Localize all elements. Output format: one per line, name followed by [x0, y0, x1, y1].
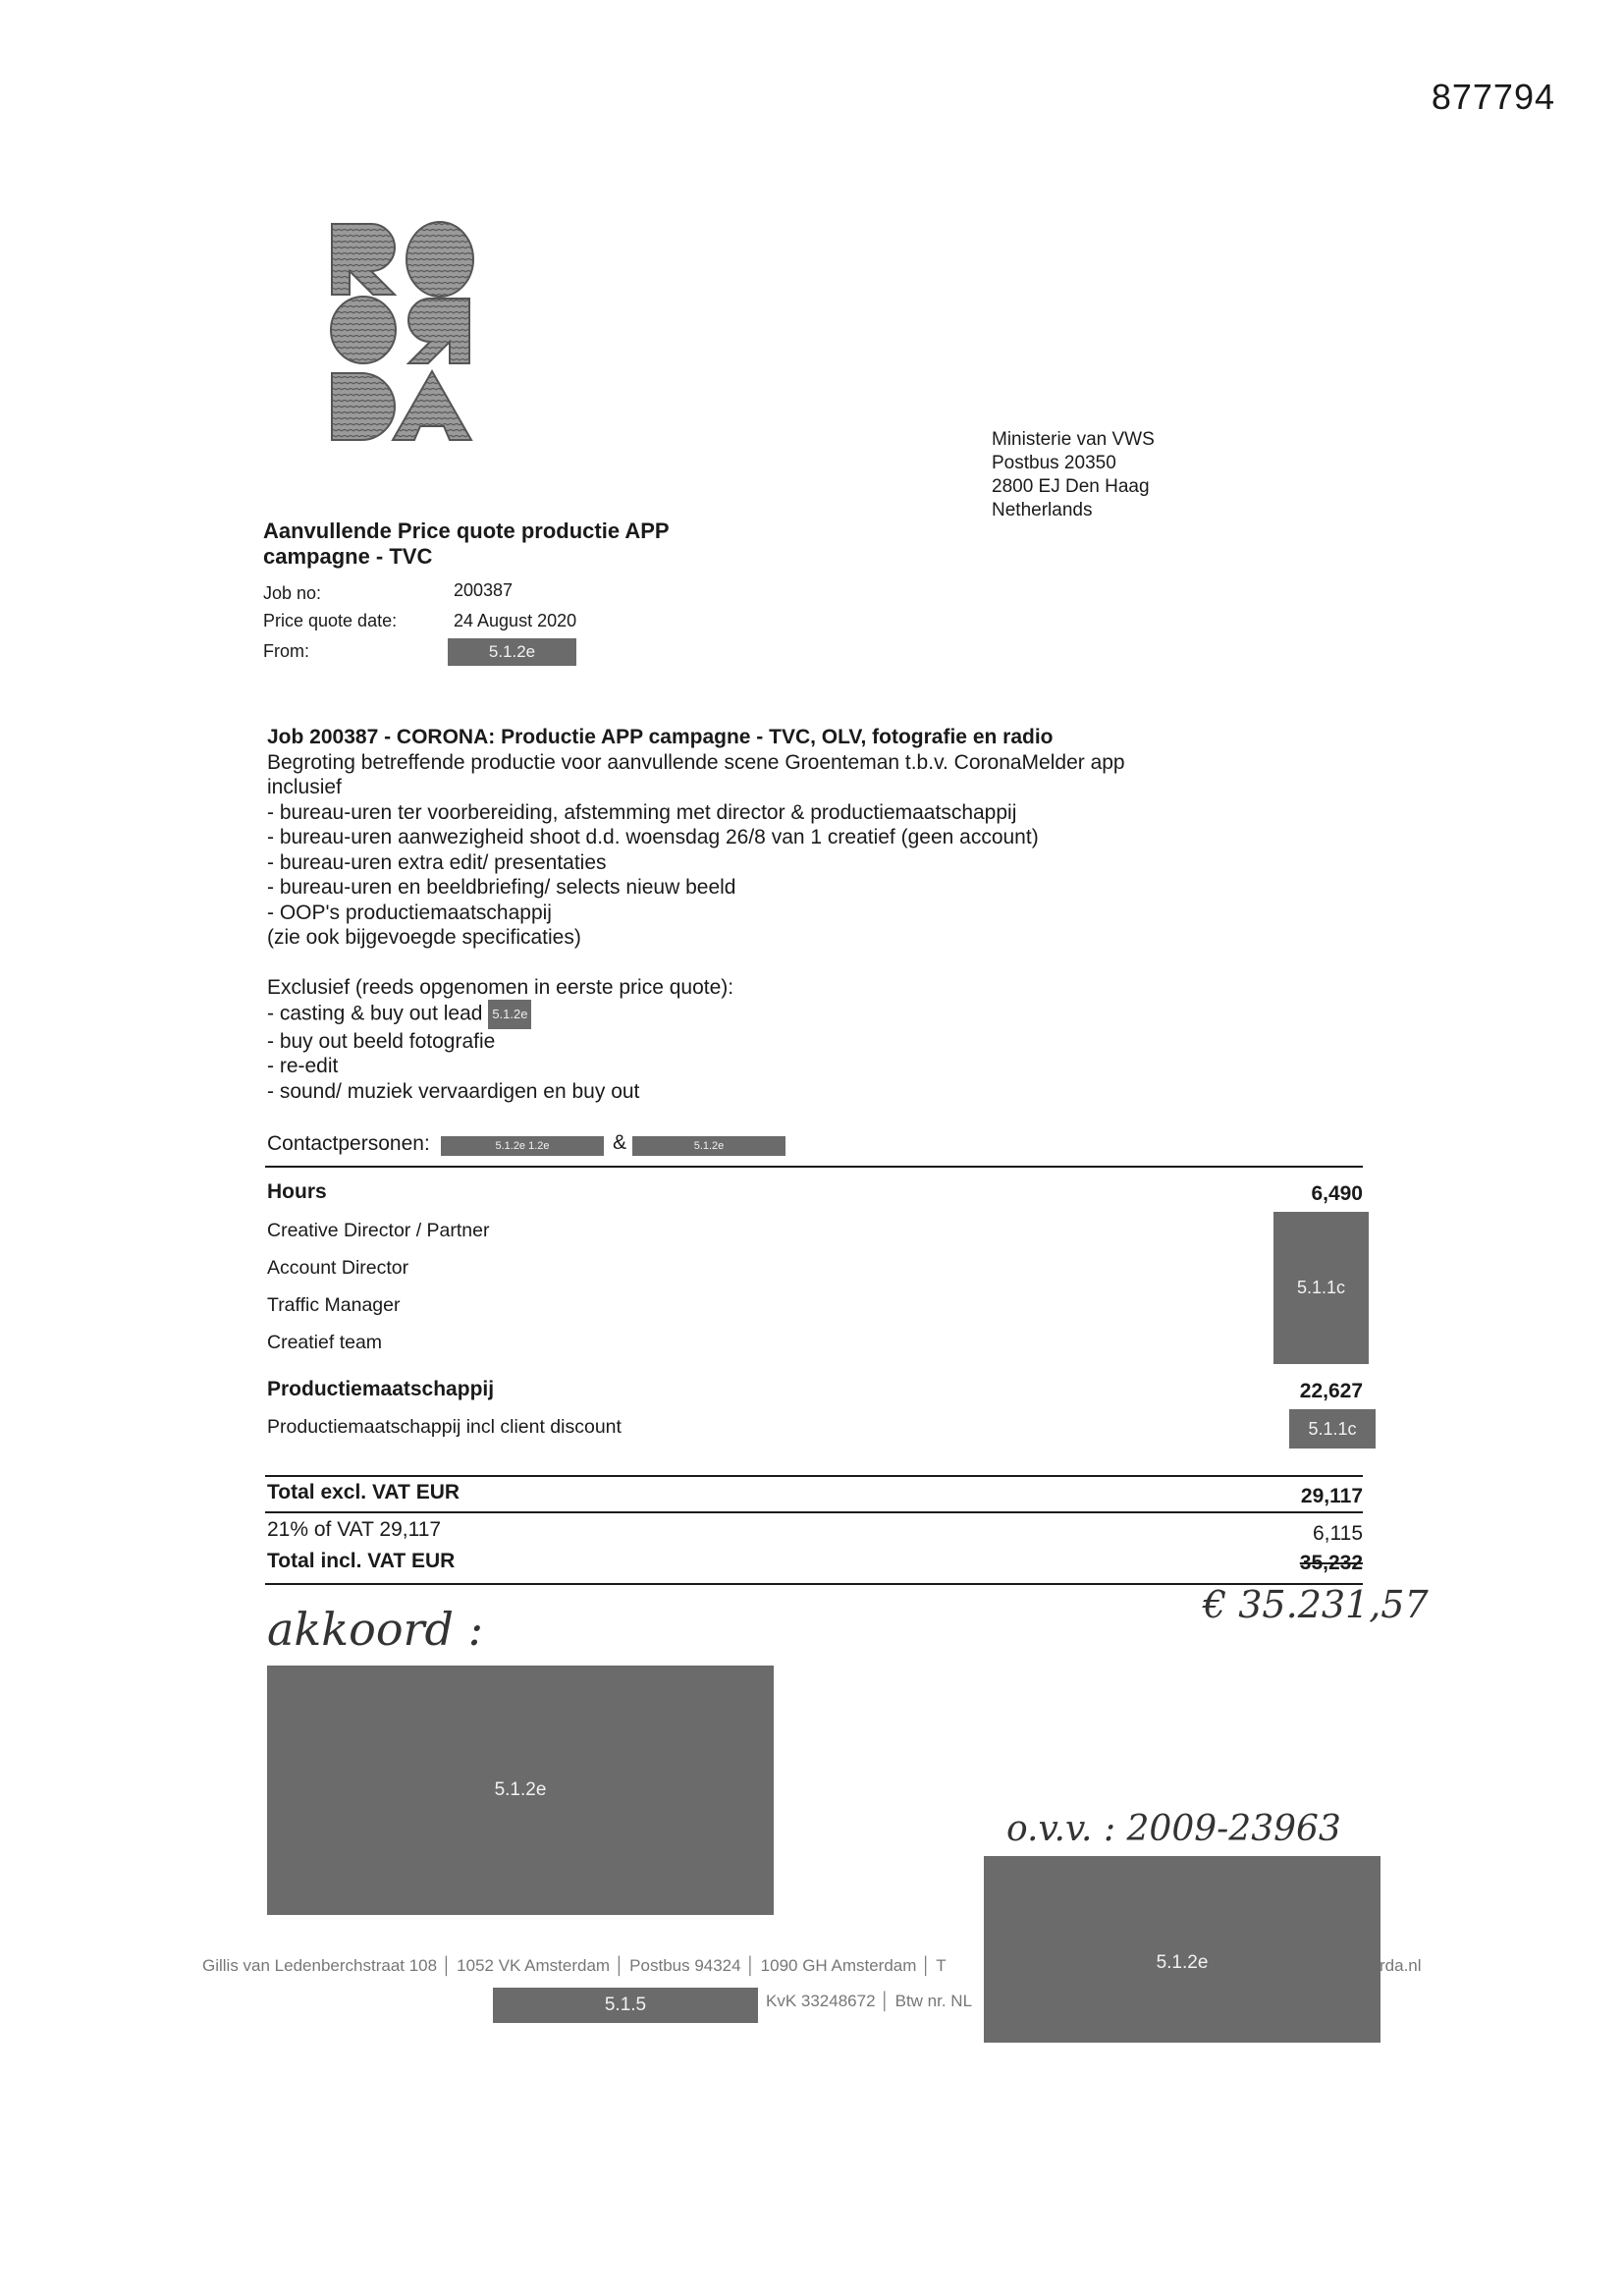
total-incl-value: 35,232	[1299, 1552, 1363, 1574]
vat-label: 21% of VAT 29,117	[267, 1518, 442, 1541]
vat-value: 6,115	[1313, 1522, 1363, 1545]
footer-redaction: 5.1.5	[493, 1988, 758, 2023]
document-number: 877794	[1431, 77, 1555, 117]
inclusive-item: - bureau-uren aanwezigheid shoot d.d. woensdag 26/8 van 1 creatief (geen account)	[267, 826, 1039, 848]
exclusive-heading: Exclusief (reeds opgenomen in eerste price quote):	[267, 975, 734, 999]
footer-vat: Btw nr. NL	[894, 1992, 973, 2010]
exclusive-item-text: - casting & buy out lead	[267, 1002, 483, 1025]
inclusive-item: - bureau-uren en beeldbriefing/ selects nieuw beeld	[267, 876, 736, 899]
inclusive-item: - bureau-uren extra edit/ presentaties	[267, 850, 607, 874]
footer-pobox-zip: 1090 GH Amsterdam	[760, 1956, 917, 1975]
hours-row: Traffic Manager	[267, 1294, 401, 1316]
contacts-ampersand: &	[613, 1131, 627, 1154]
document-title: Aanvullende Price quote productie APP campagne - TVC	[263, 519, 670, 569]
recipient-address	[992, 428, 1155, 522]
handwritten-approval: akkoord :	[267, 1603, 484, 1656]
production-total: 22,627	[1299, 1380, 1363, 1402]
footer-kvk: KvK 33248672	[766, 1992, 876, 2010]
hours-total: 6,490	[1311, 1182, 1363, 1205]
handwritten-amount: € 35.231,57	[1203, 1583, 1429, 1626]
footer-phone: T	[936, 1956, 947, 1975]
job-description	[267, 725, 1367, 1104]
inclusive-item: (zie ook bijgevoegde specificaties)	[267, 926, 581, 949]
hours-redaction: 5.1.1c	[1273, 1212, 1369, 1364]
hours-label: Hours	[267, 1180, 327, 1203]
job-no-value: 200387	[454, 580, 514, 600]
exclusive-item: - sound/ muziek vervaardigen en buy out	[267, 1079, 640, 1103]
from-label: From:	[263, 641, 309, 661]
signature-redaction	[984, 1856, 1380, 2043]
date-label: Price quote date:	[263, 611, 398, 630]
recipient-line: Postbus 20350	[992, 453, 1116, 473]
lead-redaction: 5.1.2e	[488, 1000, 531, 1029]
redaction-label: 5.1.2e	[1156, 1952, 1209, 1973]
job-intro: Begroting betreffende productie voor aanvullende scene Groenteman t.b.v. CoronaMelder app	[267, 750, 1125, 774]
footer-registration: KvK 33248672 │ Btw nr. NL	[766, 1992, 973, 2010]
divider	[265, 1475, 1363, 1477]
footer-zip: 1052 VK Amsterdam	[457, 1956, 611, 1975]
job-no-label: Job no:	[263, 583, 322, 603]
inclusive-item: - OOP's productiemaatschappij	[267, 901, 552, 924]
footer-street: Gillis van Ledenberchstraat 108	[202, 1956, 438, 1975]
divider	[265, 1166, 1363, 1168]
hours-row: Creative Director / Partner	[267, 1220, 490, 1241]
recipient-line: Ministerie van VWS	[992, 429, 1155, 450]
footer-website: rda.nl	[1380, 1956, 1422, 1975]
total-excl-label: Total excl. VAT EUR	[267, 1481, 460, 1503]
production-label: Productiemaatschappij	[267, 1378, 495, 1400]
divider	[265, 1511, 1363, 1513]
production-redaction: 5.1.1c	[1289, 1409, 1376, 1449]
exclusive-item	[267, 1000, 1367, 1029]
production-row: Productiemaatschappij incl client discount	[267, 1416, 622, 1438]
recipient-line: 2800 EJ Den Haag	[992, 476, 1150, 497]
hours-row: Account Director	[267, 1257, 409, 1279]
divider	[265, 1583, 1363, 1585]
roorda-logo	[324, 216, 476, 442]
inclusive-item: - bureau-uren ter voorbereiding, afstemming met director & productiemaatschappij	[267, 800, 1017, 824]
total-excl-value: 29,117	[1300, 1485, 1363, 1507]
job-intro: inclusief	[267, 776, 342, 798]
recipient-line: Netherlands	[992, 500, 1093, 520]
date-value: 24 August 2020	[454, 611, 577, 630]
job-heading: Job 200387 - CORONA: Productie APP campagne - TVC, OLV, fotografie en radio	[267, 726, 1054, 748]
hours-row: Creatief team	[267, 1332, 383, 1353]
exclusive-item: - buy out beeld fotografie	[267, 1029, 496, 1053]
from-redaction: 5.1.2e	[448, 638, 576, 666]
contact-redaction: 5.1.2e	[632, 1136, 785, 1156]
footer-address: Gillis van Ledenberchstraat 108 │ 1052 VK Amsterdam │ Postbus 94324 │ 1090 GH Amsterdam │ T	[202, 1956, 947, 1975]
contact-redaction: 5.1.2e 1.2e	[441, 1136, 604, 1156]
total-incl-label: Total incl. VAT EUR	[267, 1550, 456, 1572]
contacts-label: Contactpersonen:	[267, 1132, 430, 1155]
signature-redaction: 5.1.2e	[267, 1666, 774, 1915]
exclusive-item: - re-edit	[267, 1055, 339, 1077]
footer-pobox: Postbus 94324	[629, 1956, 741, 1975]
handwritten-reference: o.v.v. : 2009-23963	[1006, 1809, 1341, 1849]
